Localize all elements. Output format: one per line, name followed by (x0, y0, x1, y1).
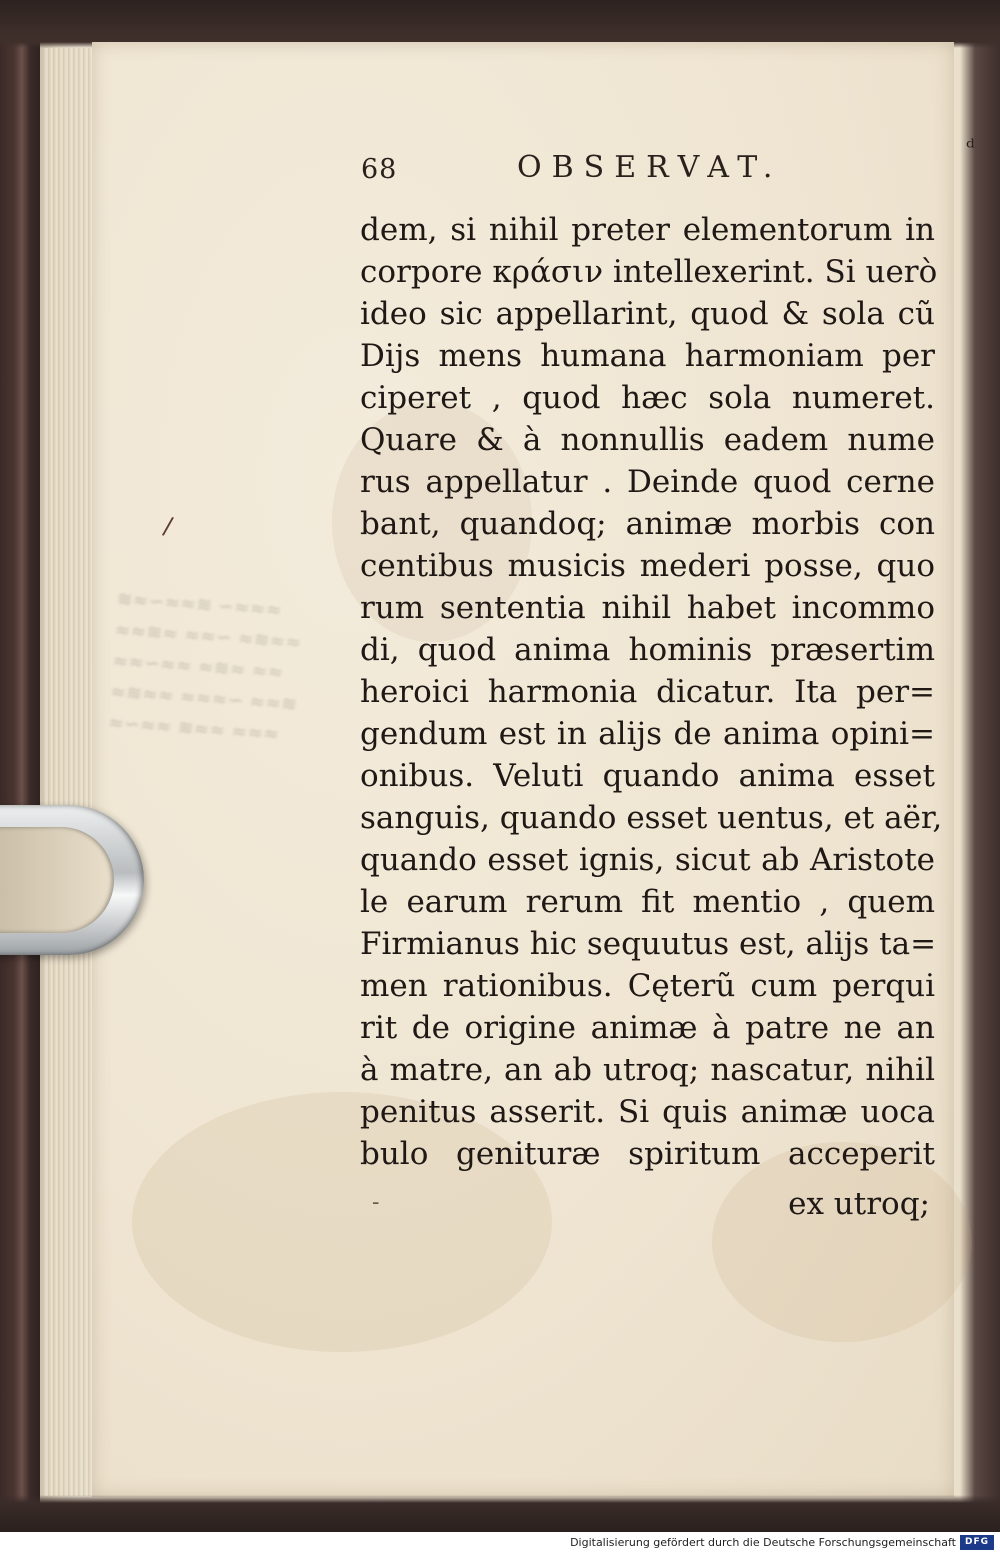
footer-bar (0, 1532, 1000, 1555)
text-line: Firmianus hic sequutus est, alijs ta= (360, 926, 937, 962)
text-line: penitus asserit. Si quis animæ uoca (360, 1094, 935, 1130)
dfg-logo: DFG (960, 1535, 994, 1550)
text-line: rus appellatur . Deinde quod cerne (360, 464, 935, 500)
text-line: le earum rerum fit mentio , quem (360, 884, 935, 920)
text-line: Dijs mens humana harmoniam per (360, 338, 935, 374)
text-line: Quare & à nonnullis eadem nume (360, 422, 935, 458)
text-line: rum sententia nihil habet incommo (360, 590, 935, 626)
text-line: di, quod anima hominis præsertim (360, 632, 935, 668)
text-line: rit de origine animæ à patre ne an (360, 1010, 935, 1046)
text-line: bulo genituræ spiritum acceperit (360, 1136, 935, 1172)
text-line: corpore κράσιν intellexerint. Si uerò (360, 254, 938, 290)
margin-mark: / (161, 511, 175, 541)
text-line: bant, quandoq; animæ morbis con (360, 506, 935, 542)
funding-credit: Digitalisierung gefördert durch die Deutsche Forschungsgemeinschaft (570, 1536, 956, 1549)
metal-page-clip (0, 805, 144, 955)
text-line: onibus. Veluti quando anima esset (360, 758, 935, 794)
text-line: à matre, an ab utroq; nascatur, nihil (360, 1052, 935, 1088)
text-line: dem, si nihil preter elementorum in (360, 212, 935, 248)
text-line: quando esset ignis, sicut ab Aristote (360, 842, 935, 878)
running-title: OBSERVAT. (517, 150, 783, 185)
body-text (360, 209, 943, 1175)
page-edges (44, 48, 94, 1496)
text-line: centibus musicis mederi posse, quo (360, 548, 935, 584)
text-line: sanguis, quando esset uentus, et aër, (360, 800, 943, 836)
bleed-through-text: ≋≈∽≈≈≋ ∽≈≈≈ ≈≈≋≈ ≈≈∽ ≈≋≈≈ ≈≈∽≈≈ ≈≋≈ ≈≈ ≈≋≈≈ ≈≈≈∽ ≈≈≋ ≈∽≈≈ ≋≈≈ ≈≈≈ (107, 587, 303, 746)
text-line: gendum est in alijs de anima opini= (360, 716, 935, 752)
text-line: men rationibus. Cęterũ cum perqui (360, 968, 935, 1004)
corner-mark: ᵈ (966, 136, 975, 161)
page-header (361, 150, 861, 200)
text-line: ideo sic appellarint, quod & sola cũ (360, 296, 935, 332)
text-line: ciperet , quod hæc sola numeret. (360, 380, 935, 416)
page-number: 68 (361, 154, 398, 185)
text-line: heroici harmonia dicatur. Ita per= (360, 674, 935, 710)
catchword: ex utroq; (788, 1186, 930, 1222)
dash-mark: - (372, 1190, 380, 1215)
